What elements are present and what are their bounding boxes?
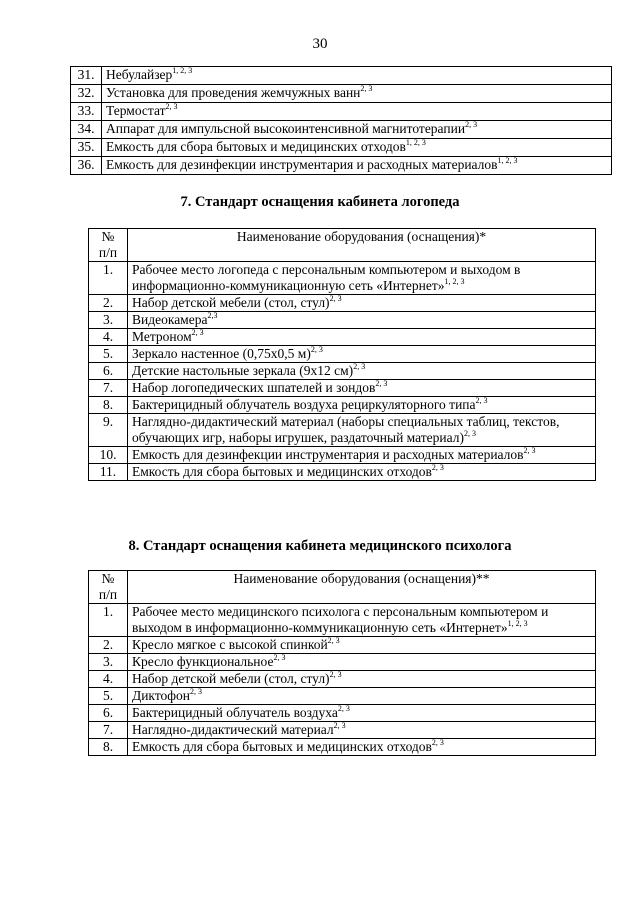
row-number: 5. [89,346,128,363]
row-number: 6. [89,363,128,380]
table-row [89,380,596,397]
table-row [89,464,596,481]
equipment-name [128,346,596,363]
equipment-name [128,604,596,637]
table-row [71,103,612,121]
row-number: 34. [71,121,102,139]
equipment-name [128,654,596,671]
equipment-name-text: Наглядно-дидактический материал (наборы специальных таблиц, текстов, обучающих игр, наборы игрушек, раздаточный материал) [132,414,560,445]
equipment-name [128,464,596,481]
equipment-name [128,329,596,346]
footnote-marker: 2, 3 [523,445,536,455]
table-row [71,67,612,85]
equipment-name [102,85,612,103]
psychologist-equipment-table [88,570,596,756]
footnote-marker: 2,3 [207,310,218,320]
table-row [89,688,596,705]
table-row [71,157,612,175]
footnote-marker: 2, 3 [190,686,203,696]
row-number: 5. [89,688,128,705]
table-row [89,262,596,295]
equipment-name [128,312,596,329]
equipment-name-text: Видеокамера [132,312,208,327]
row-number: 6. [89,705,128,722]
footnote-marker: 1, 2, 3 [444,276,465,286]
table-row [89,739,596,756]
table-header-row [89,229,596,262]
table-row [71,139,612,157]
equipment-name [102,103,612,121]
row-number: 4. [89,671,128,688]
table-row [89,671,596,688]
equipment-name [102,121,612,139]
equipment-name-text: Емкость для дезинфекции инструментария и расходных материалов [132,447,524,462]
table-row [89,414,596,447]
equipment-name-text: Кресло мягкое с высокой спинкой [132,637,328,652]
footnote-marker: 2, 3 [273,652,286,662]
footnote-marker: 2, 3 [165,101,178,111]
equipment-name-text: Емкость для сбора бытовых и медицинских отходов [132,739,432,754]
speech-therapist-equipment-table [88,228,596,481]
equipment-name [128,262,596,295]
equipment-name-text: Емкость для сбора бытовых и медицинских отходов [132,464,432,479]
row-number: 33. [71,103,102,121]
row-number: 3. [89,312,128,329]
footnote-marker: 2, 3 [431,462,444,472]
equipment-name-text: Установка для проведения жемчужных ванн [106,85,361,100]
equipment-name-text: Аппарат для импульсной высокоинтенсивной магнитотерапии [106,121,466,136]
footnote-marker: 2, 3 [333,720,346,730]
page-number: 30 [312,36,328,52]
table-row [89,363,596,380]
table-row [89,397,596,414]
footnote-marker: 1, 2, 3 [172,65,193,75]
footnote-marker: 2, 3 [353,361,366,371]
footnote-marker: 1, 2, 3 [497,155,518,165]
footnote-marker: 2, 3 [464,428,476,438]
header-equipment-name: Наименование оборудования (оснащения)** [128,571,596,604]
row-number: 9. [89,414,128,447]
section-7-title: 7. Стандарт оснащения кабинета логопеда [180,194,460,210]
equipment-name-text: Зеркало настенное (0,75х0,5 м) [132,346,311,361]
row-number: 1. [89,262,128,295]
footnote-marker: 2, 3 [360,83,373,93]
row-number: 2. [89,295,128,312]
equipment-name-text: Набор детской мебели (стол, стул) [132,295,330,310]
footnote-marker: 2, 3 [329,669,342,679]
equipment-name-text: Набор логопедических шпателей и зондов [132,380,376,395]
equipment-name [128,671,596,688]
table-row [71,121,612,139]
row-number: 1. [89,604,128,637]
header-equipment-name: Наименование оборудования (оснащения)* [128,229,596,262]
row-number: 11. [89,464,128,481]
equipment-table-continued [70,66,612,175]
table-row [89,722,596,739]
table-header-row [89,571,596,604]
row-number: 7. [89,722,128,739]
equipment-name-text: Детские настольные зеркала (9х12 см) [132,363,354,378]
equipment-name [128,739,596,756]
equipment-name-text: Наглядно-дидактический материал [132,722,334,737]
row-number: 8. [89,397,128,414]
table-row [89,637,596,654]
footnote-marker: 2, 3 [375,378,388,388]
row-number: 7. [89,380,128,397]
equipment-name-text: Рабочее место медицинского психолога с персональным компьютером и выходом в информационно-коммуникационную сеть «Интернет» [132,604,549,635]
footnote-marker: 2, 3 [337,703,350,713]
footnote-marker: 2, 3 [475,395,488,405]
equipment-name [102,67,612,85]
equipment-name [128,688,596,705]
row-number: 32. [71,85,102,103]
table-row [89,329,596,346]
equipment-name [128,363,596,380]
table-row [89,312,596,329]
table-row [89,447,596,464]
footnote-marker: 2, 3 [310,344,323,354]
row-number: 8. [89,739,128,756]
table-row [89,705,596,722]
row-number: 31. [71,67,102,85]
section-8-title: 8. Стандарт оснащения кабинета медицинского психолога [128,538,512,554]
equipment-name [128,295,596,312]
equipment-name-text: Бактерицидный облучатель воздуха [132,705,338,720]
footnote-marker: 2, 3 [329,293,342,303]
table-body [71,67,612,175]
row-number: 2. [89,637,128,654]
row-number: 10. [89,447,128,464]
equipment-name-text: Емкость для сбора бытовых и медицинских отходов [106,139,406,154]
footnote-marker: 2, 3 [431,737,444,747]
row-number: 3. [89,654,128,671]
equipment-name [128,414,596,447]
footnote-marker: 1, 2, 3 [405,137,426,147]
equipment-name-text: Рабочее место логопеда с персональным компьютером и выходом в информационно-коммуникационную сеть «Интернет» [132,262,521,293]
equipment-name-text: Кресло функциональное [132,654,274,669]
equipment-name [128,397,596,414]
footnote-marker: 2, 3 [191,327,204,337]
equipment-name-text: Метроном [132,329,192,344]
table-body [89,604,596,756]
equipment-name-text: Небулайзер [106,67,173,82]
equipment-name [128,722,596,739]
equipment-name-text: Емкость для дезинфекции инструментария и расходных материалов [106,157,498,172]
footnote-marker: 1, 2, 3 [507,618,528,628]
equipment-name [128,637,596,654]
table-row [89,346,596,363]
equipment-name [128,705,596,722]
equipment-name-text: Набор детской мебели (стол, стул) [132,671,330,686]
footnote-marker: 2, 3 [327,635,340,645]
footnote-marker: 2, 3 [465,119,478,129]
header-number: № п/п [89,571,128,604]
equipment-name-text: Бактерицидный облучатель воздуха рециркуляторного типа [132,397,476,412]
equipment-name-text: Диктофон [132,688,191,703]
header-number: № п/п [89,229,128,262]
row-number: 35. [71,139,102,157]
equipment-name [128,447,596,464]
table-row [89,295,596,312]
table-row [89,604,596,637]
row-number: 4. [89,329,128,346]
equipment-name-text: Термостат [106,103,166,118]
equipment-name [128,380,596,397]
table-body [89,262,596,481]
row-number: 36. [71,157,102,175]
equipment-name [102,157,612,175]
table-row [89,654,596,671]
table-row [71,85,612,103]
equipment-name [102,139,612,157]
